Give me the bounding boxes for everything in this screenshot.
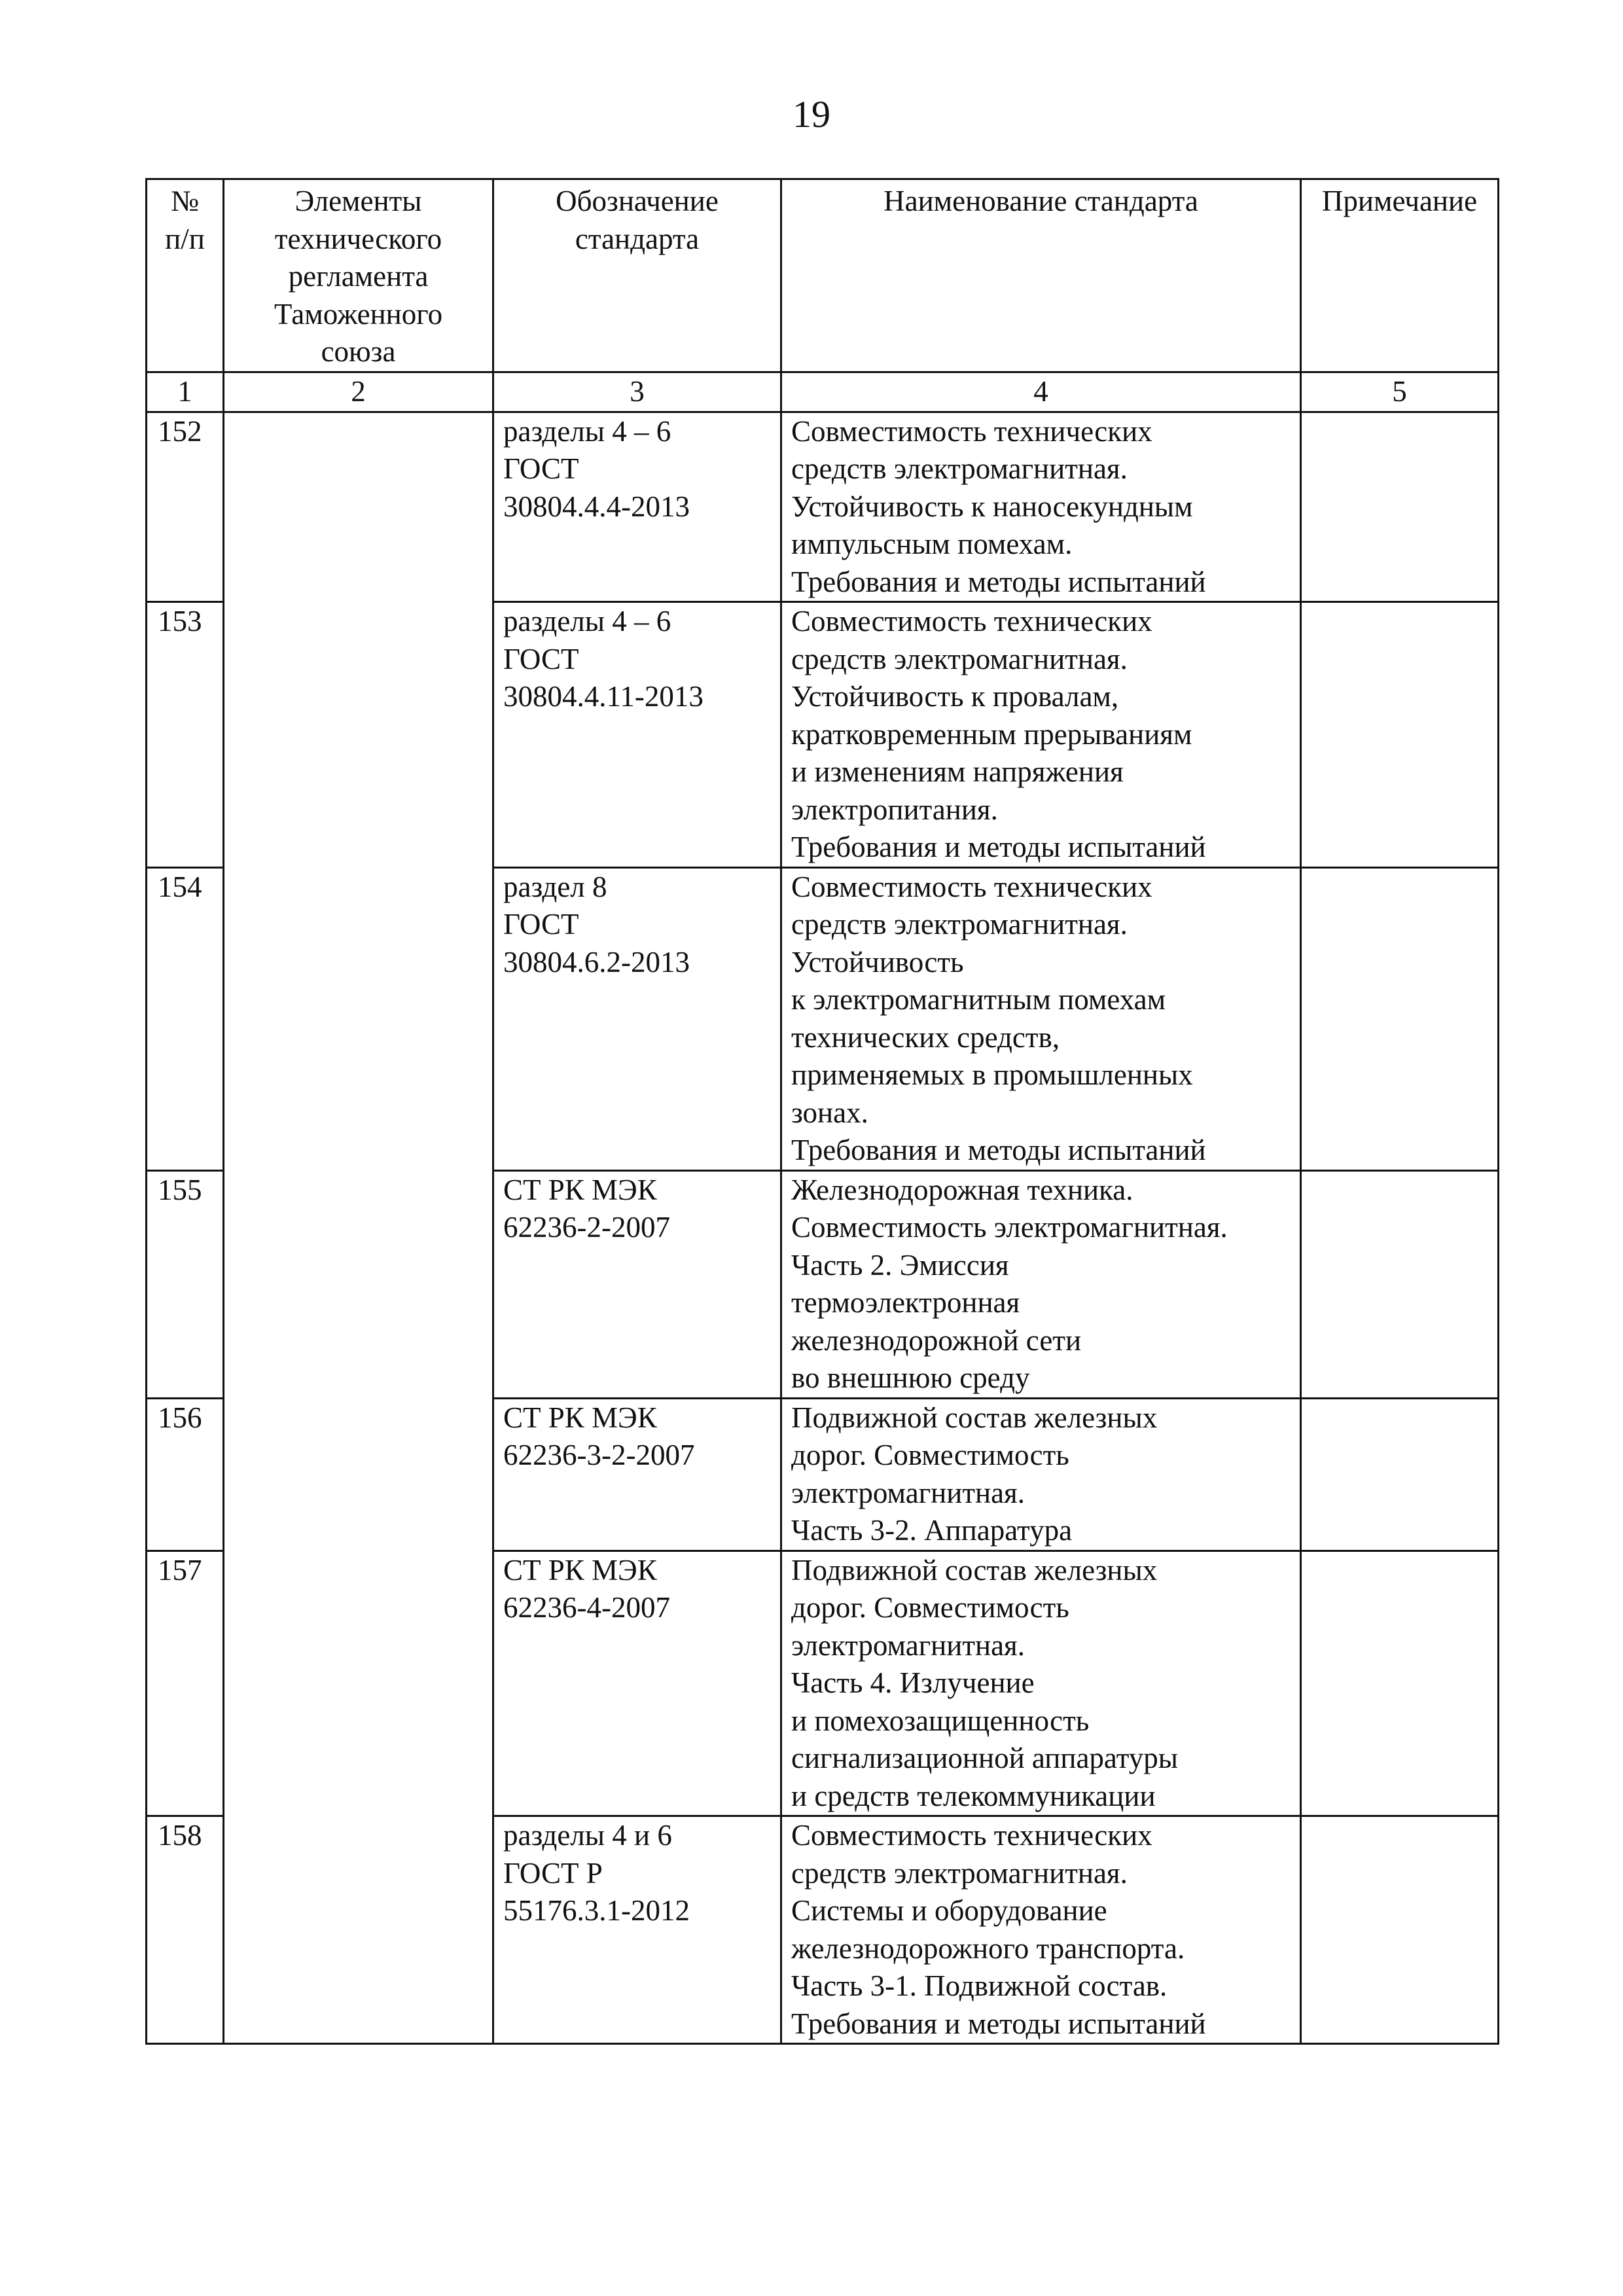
row-number: 158 [147,1816,224,2044]
standards-table [145,178,1499,2045]
row-number: 152 [147,412,224,602]
standard-name [781,1816,1301,2044]
standard-designation [493,602,781,868]
header-elements [224,179,493,372]
standard-designation-text: разделы 4 – 6 ГОСТ 30804.4.4-2013 [503,414,690,523]
standard-note [1301,1170,1499,1398]
column-number-4: 4 [781,372,1301,412]
header-note-text: Примечание [1321,185,1478,217]
row-number: 156 [147,1398,224,1551]
standard-designation [493,1398,781,1551]
regulation-elements-cell [224,412,493,2044]
header-num [147,179,224,372]
header-num-text: № п/п [165,185,205,255]
standard-note [1301,1551,1499,1816]
row-number: 153 [147,602,224,868]
row-number: 155 [147,1170,224,1398]
standard-name [781,412,1301,602]
standard-designation-text: СТ РК МЭК 62236-2-2007 [503,1173,670,1244]
standard-name [781,867,1301,1170]
standard-designation-text: раздел 8 ГОСТ 30804.6.2-2013 [503,870,690,978]
standard-note [1301,602,1499,868]
column-number-5: 5 [1301,372,1499,412]
column-number-1: 1 [147,372,224,412]
standard-designation-text: разделы 4 – 6 ГОСТ 30804.4.11-2013 [503,605,704,713]
table-body [147,179,1499,2044]
standard-name [781,1398,1301,1551]
standard-name-text: Совместимость технических средств электромагнитная. Устойчивость к наносекундным импульсным помехам. Требования и методы испытаний [791,414,1206,598]
header-note [1301,179,1499,372]
header-designation [493,179,781,372]
column-number-row [147,372,1499,412]
standard-designation-text: разделы 4 и 6 ГОСТ Р 55176.3.1-2012 [503,1819,690,1927]
header-standard-name-text: Наименование стандарта [883,185,1198,217]
standard-note [1301,867,1499,1170]
page-number: 19 [793,93,830,135]
standard-name [781,602,1301,868]
header-row [147,179,1499,372]
standard-name-text: Подвижной состав железных дорог. Совместимость электромагнитная. Часть 3-2. Аппаратура [791,1401,1158,1547]
standard-name [781,1551,1301,1816]
standard-designation-text: СТ РК МЭК 62236-4-2007 [503,1553,670,1624]
standard-note [1301,1398,1499,1551]
header-standard-name [781,179,1301,372]
standard-designation-text: СТ РК МЭК 62236-3-2-2007 [503,1401,695,1471]
standard-designation [493,1170,781,1398]
column-number-3: 3 [493,372,781,412]
column-number-2: 2 [224,372,493,412]
row-number: 157 [147,1551,224,1816]
standard-name-text: Совместимость технических средств электромагнитная. Системы и оборудование железнодорожного транспорта. Часть 3-1. Подвижной состав. Требования и методы испытаний [791,1819,1206,2040]
standard-name-text: Железнодорожная техника. Совместимость электромагнитная. Часть 2. Эмиссия термоэлектронная железнодорожной сети во внешнюю среду [791,1173,1228,1394]
standard-name [781,1170,1301,1398]
standard-designation [493,867,781,1170]
row-number: 154 [147,867,224,1170]
standard-name-text: Подвижной состав железных дорог. Совместимость электромагнитная. Часть 4. Излучение и помехозащищенность сигнализационной аппаратуры и средств телекоммуникации [791,1553,1179,1812]
standard-designation [493,1816,781,2044]
standard-designation [493,412,781,602]
standard-note [1301,1816,1499,2044]
standard-name-text: Совместимость технических средств электромагнитная. Устойчивость к электромагнитным помехам технических средств, применяемых в промышленных зонах. Требования и методы испытаний [791,870,1206,1166]
header-elements-text: Элементы технического регламента Таможенного союза [274,185,443,368]
header-designation-text: Обозначение стандарта [556,185,719,255]
standard-name-text: Совместимость технических средств электромагнитная. Устойчивость к провалам, кратковременным прерываниям и изменениям напряжения электропитания. Требования и методы испытаний [791,605,1206,863]
standard-designation [493,1551,781,1816]
standard-note [1301,412,1499,602]
table-row [147,412,1499,602]
